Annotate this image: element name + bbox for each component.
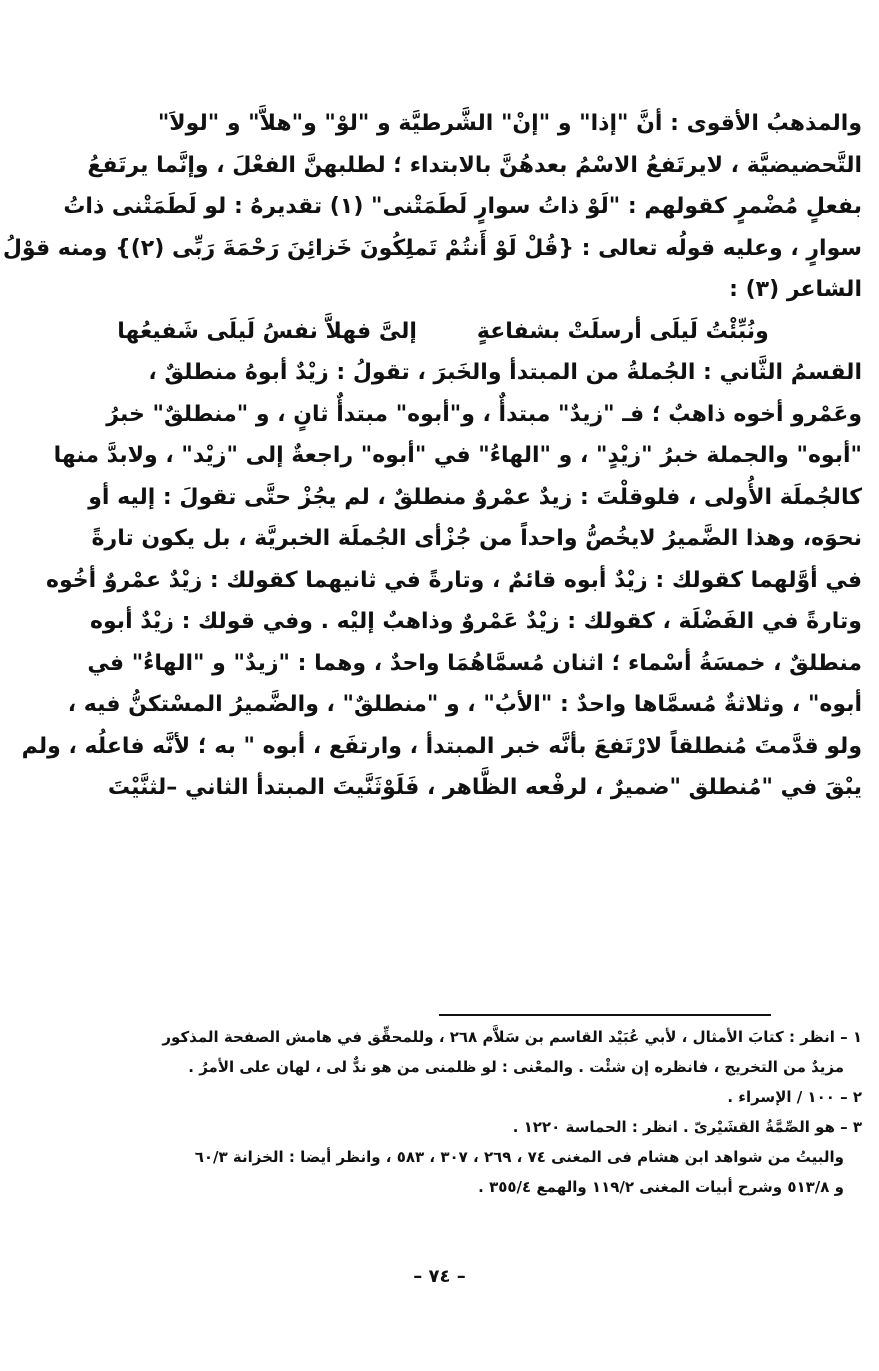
- text-line: يبْقَ في "مُنطلق "ضميرٌ ، لرفْعه الظَّاهر ، فَلَوْثَنَّيتَ المبتدأ الثاني –لثنَّيْتَ: [107, 775, 862, 800]
- text-line: وتارةً في الفَضْلَة ، كقولك : زيْدٌ عَمْروٌ وذاهبٌ إليْه . وفي قولك : زيْدٌ أبوه: [90, 609, 862, 634]
- text-line: "أبوه" والجملة خبرُ "زيْدٍ" ، و "الهاءُ" في "أبوه" راجعةٌ إلى "زيْد" ، ولابدَّ منها: [53, 443, 862, 468]
- text-line: منطلقٌ ، خمسَةُ أسْماء ؛ اثنان مُسمَّاهُمَا واحدٌ ، وهما : "زيدٌ" و "الهاءُ" في: [87, 650, 862, 676]
- footnote-line: ٣ – هو الصِّمَّةُ القشَيْرىّ . انظر : الحماسة ١٢٢٠ .: [512, 1118, 862, 1136]
- text-line: في أوَّلهما كقولك : زيْدٌ أبوه قائمٌ ، وتارةً في ثانيهما كقولك : زيْدٌ عمْروٌ أخُوه: [46, 567, 862, 593]
- text-line: كالجُملَة الأُولى ، فلوقلْتَ : زيدٌ عمْروٌ منطلقٌ ، لم يجُزْ حتَّى تقولَ : إليه أو: [88, 484, 862, 510]
- verse-second-hemistich: إلىَّ فهلاَّ نفسُ لَيلَى شَفيعُها: [117, 318, 417, 344]
- page-number: – ٧٤ –: [413, 1266, 466, 1287]
- footnote-line: ٢ – ١٠٠ / الإسراء .: [727, 1088, 862, 1106]
- text-line: وعَمْرو أخوه ذاهبٌ ؛ فـ "زيدٌ" مبتدأٌ ، و"أبوه" مبتدأٌ ثانٍ ، و "منطلقٌ" خبرُ: [106, 401, 862, 427]
- footnote-line: والبيتُ من شواهد ابن هشام فى المغنى ٧٤ ، ٢٦٩ ، ٣٠٧ ، ٥٨٣ ، وانظر أيضا : الخزانة ٦٠/٣: [194, 1148, 844, 1166]
- footnote-separator: [439, 1014, 771, 1016]
- text-line: الشاعر (٣) :: [729, 277, 862, 302]
- verse-first-hemistich: ونُبِّئْتُ لَيلَى أرسلَتْ بشفاعةٍ: [476, 318, 769, 344]
- footnote-line: مزيدٌ من التخريج ، فانظره إن شئْت . والمعْنى : لو ظلمنى من هو ندٌّ لى ، لهان على الأمرُ .: [188, 1058, 844, 1076]
- text-line: بفعلٍ مُضْمرٍ كقولهم : "لَوْ ذاتُ سوارٍ لَطَمَتْنى" (١) تقديرهُ : لو لَطَمَتْنى ذاتُ: [63, 194, 862, 219]
- text-line: نحوَه، وهذا الضَّميرُ لايخُصُّ واحداً من جُزْأى الجُملَة الخبريَّة ، بل يكون تارةً: [91, 526, 862, 551]
- text-line: سوارٍ ، وعليه قولُه تعالى : {قُلْ لَوْ أَنتُمْ تَملِكُونَ خَزائِنَ رَحْمَةَ رَبِّى (٢)} ومنه قوْلُ: [2, 235, 862, 261]
- main-text: [2, 103, 862, 809]
- text-line: القسمُ الثَّاني : الجُملةُ من المبتدأ والخَبرَ ، تقولُ : زيْدٌ أبوهُ منطلقٌ ،: [148, 360, 862, 385]
- footnote-line: و ٥١٣/٨ وشرح أبيات المغنى ١١٩/٢ والهمع ٣٥٥/٤ .: [478, 1178, 844, 1196]
- text-line: والمذهبُ الأقوى : أنَّ "إذا" و "إنْ" الشَّرطيَّة و "لوْ" و"هلاَّ" و "لولاَ": [157, 111, 862, 136]
- poetry-verse: [24, 311, 862, 353]
- text-line: التَّحضيضيَّة ، لايرتَفعُ الاسْمُ بعدهُنَّ بالابتداء ؛ لطلبهنَّ الفعْلَ ، وإنَّما يرتَفعُ: [87, 152, 862, 178]
- text-line: ولو قدَّمتَ مُنطلقاً لارْتَفعَ بأنَّه خبر المبتدأ ، وارتفَع ، أبوه " به ؛ لأنَّه فاعلُه ، ولم: [21, 733, 862, 759]
- footnotes: [24, 1022, 862, 1202]
- text-line: أبوه" ، وثلاثةٌ مُسمَّاها واحدٌ : "الأبُ" ، و "منطلقٌ" ، والضَّميرُ المسْتكنُّ فيه ،: [67, 692, 862, 717]
- footnote-line: ١ – انظر : كتابَ الأمثال ، لأبي عُبَيْد القاسم بن سَلاَّم ٢٦٨ ، وللمحقِّق في هامش الصفحة المذكور: [162, 1028, 862, 1046]
